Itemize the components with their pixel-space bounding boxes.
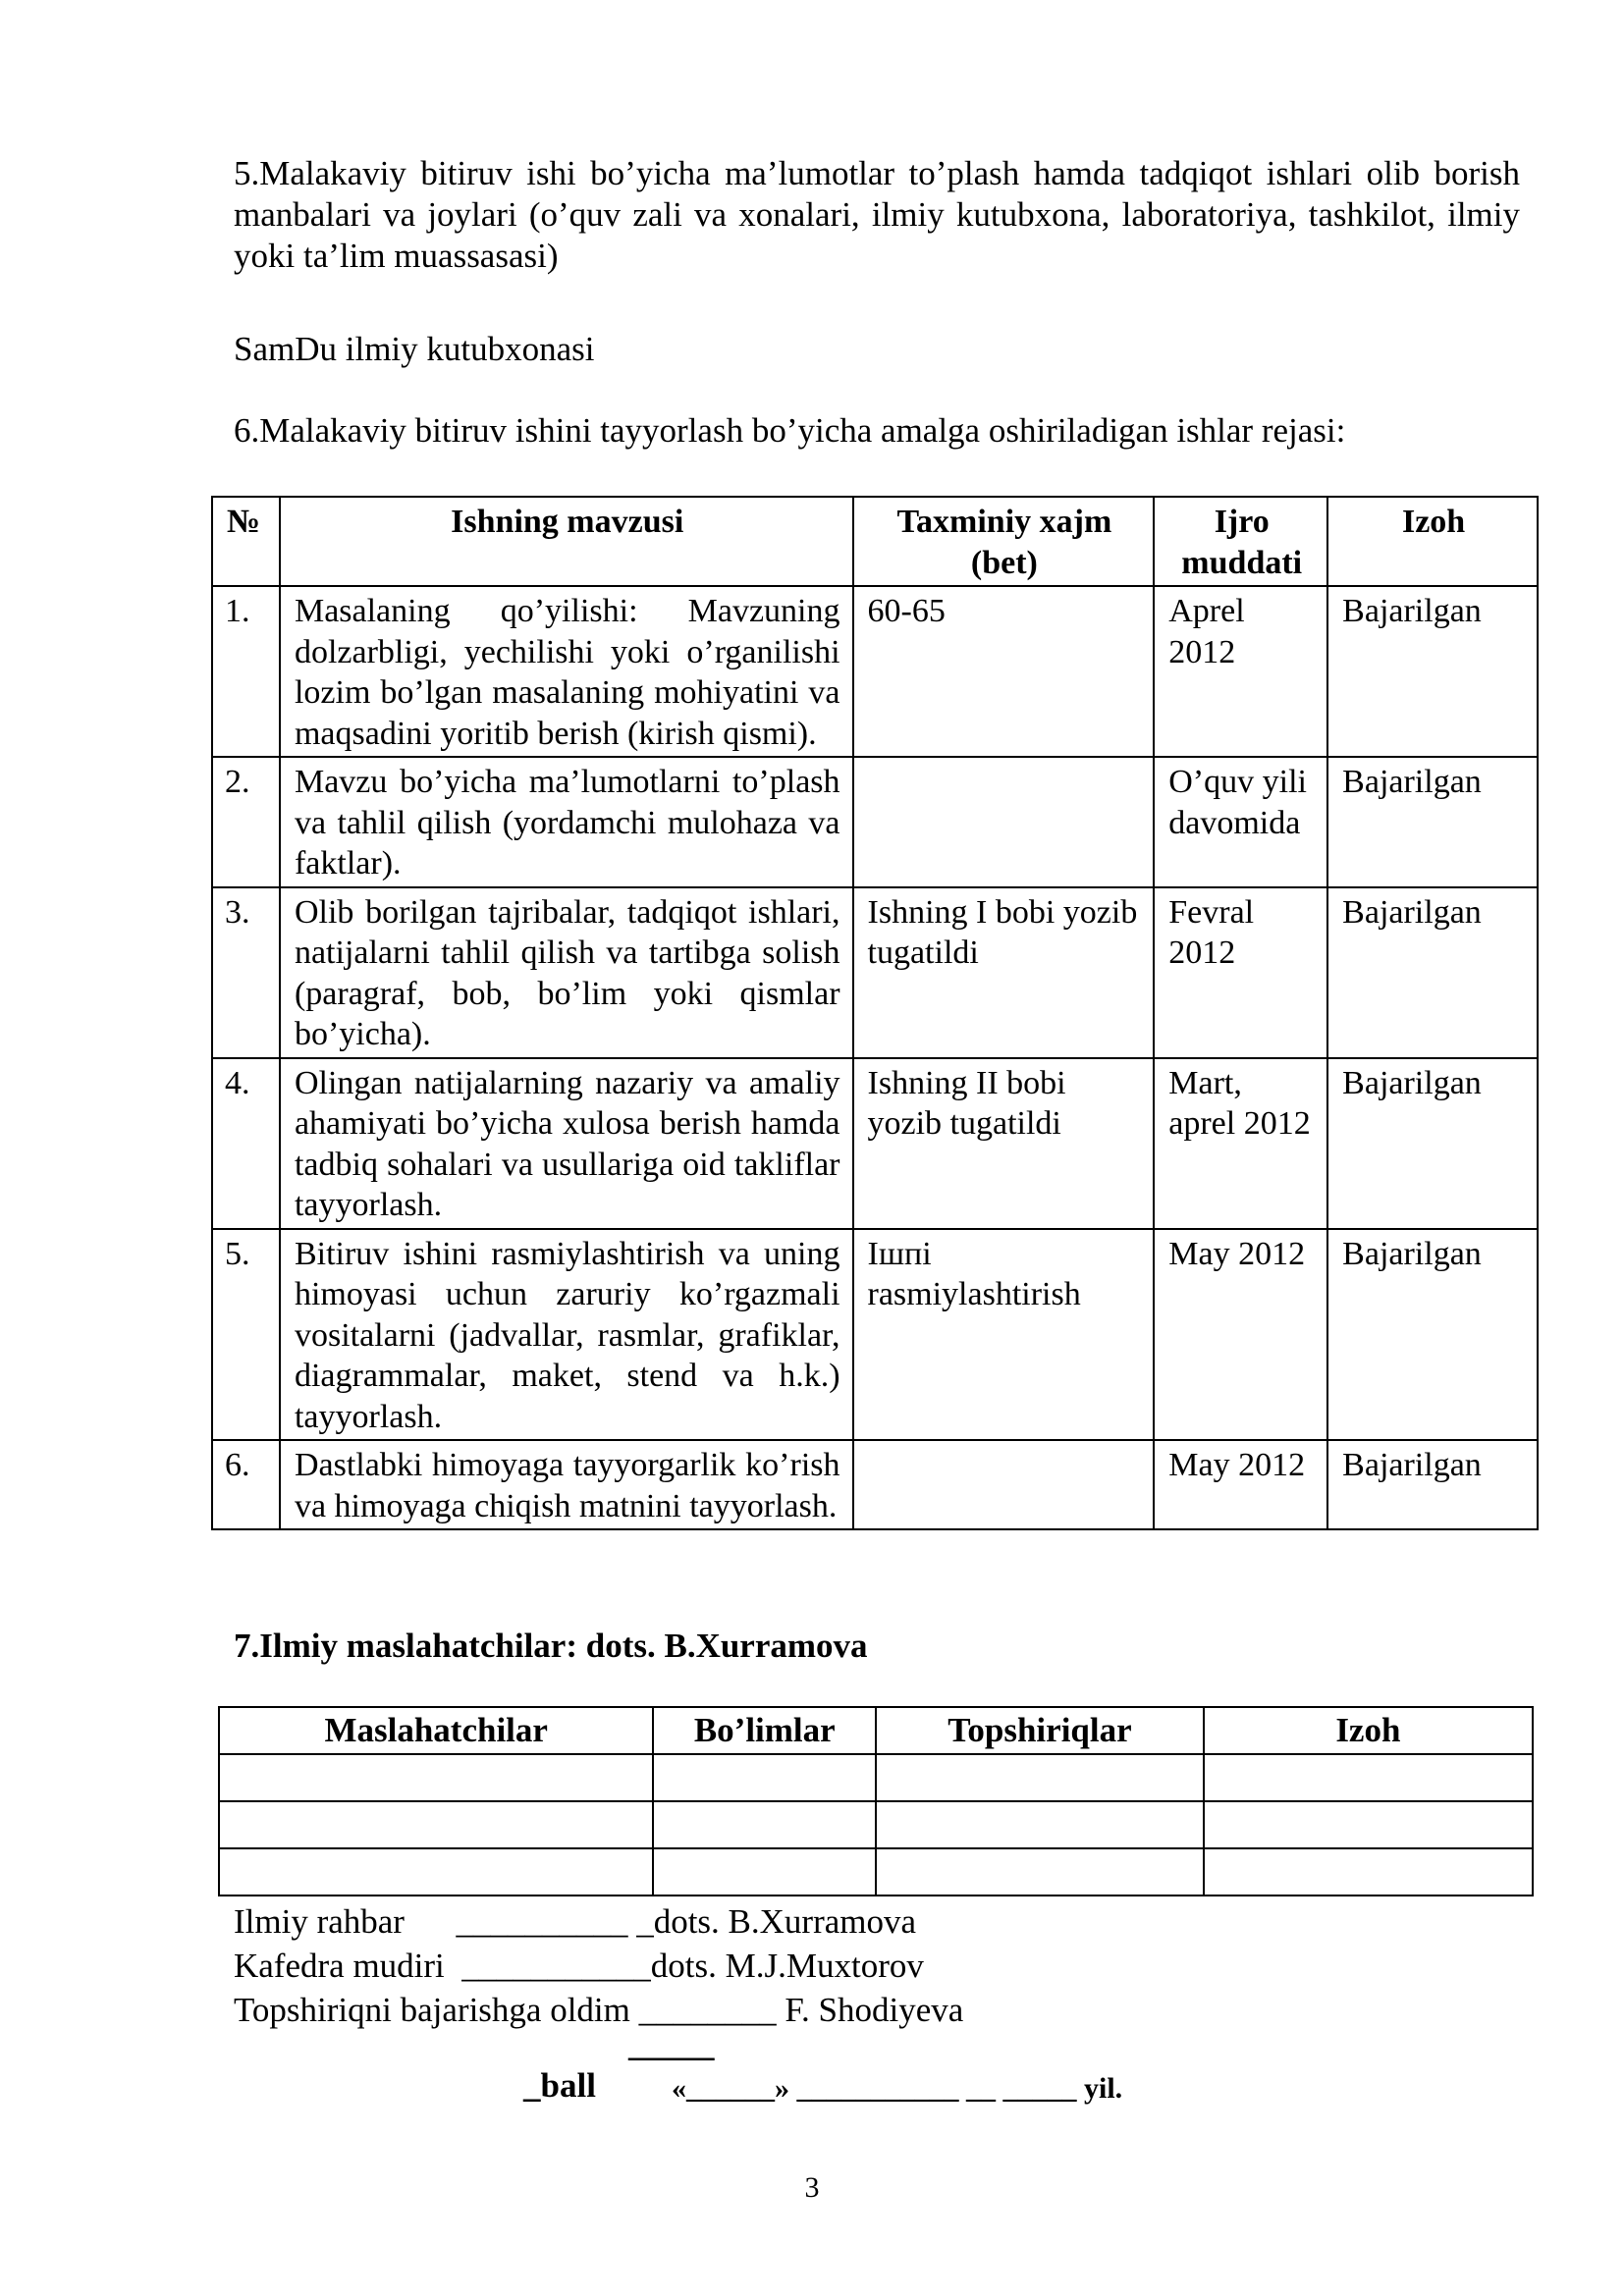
row-number: 5. — [212, 1229, 280, 1441]
row-number: 1. — [212, 586, 280, 757]
note-cell — [1204, 1848, 1533, 1896]
task-volume: Ishning II bobi yozib tugatildi — [853, 1058, 1155, 1229]
assignment-cell — [876, 1801, 1204, 1848]
column-header: Taxminiy xajm (bet) — [853, 497, 1155, 586]
table-row — [219, 1848, 1533, 1896]
section-cell — [653, 1754, 876, 1801]
signature-student: Topshiriqni bajarishga oldim ________ F. Shodiyeva — [234, 1991, 964, 2029]
advisors-table — [218, 1706, 1534, 1896]
column-header: Ijro muddati — [1154, 497, 1327, 586]
score-label: _ball — [523, 2066, 596, 2105]
column-header: № — [212, 497, 280, 586]
table-header-row — [212, 497, 1538, 586]
table-row — [219, 1801, 1533, 1848]
signature-department-head: Kafedra mudiri ___________dots. M.J.Muxtorov — [234, 1947, 924, 1985]
table-row — [212, 887, 1538, 1058]
task-volume: Ishning I bobi yozib tugatildi — [853, 887, 1155, 1058]
task-volume: Ішпі rasmiylashtirish — [853, 1229, 1155, 1441]
task-topic: Mavzu bo’yicha ma’lumotlarni to’plash va tahlil qilish (yordamchi mulohaza va faktlar). — [280, 757, 853, 887]
task-note: Bajarilgan — [1327, 757, 1538, 887]
advisor-cell — [219, 1801, 653, 1848]
date-line: «______» ___________ __ _____ yil. — [672, 2072, 1123, 2105]
task-volume: 60-65 — [853, 586, 1155, 757]
table-row — [212, 1229, 1538, 1441]
assignment-cell — [876, 1754, 1204, 1801]
row-number: 4. — [212, 1058, 280, 1229]
section6-heading: 6.Malakaviy bitiruv ishini tayyorlash bo’yicha amalga oshiriladigan ishlar rejasi: — [234, 411, 1346, 450]
task-deadline: May 2012 — [1154, 1440, 1327, 1529]
column-header: Bo’limlar — [653, 1707, 876, 1754]
column-header: Izoh — [1204, 1707, 1533, 1754]
advisor-cell — [219, 1754, 653, 1801]
task-volume — [853, 757, 1155, 887]
table-row — [219, 1754, 1533, 1801]
row-number: 2. — [212, 757, 280, 887]
task-deadline: O’quv yili davomida — [1154, 757, 1327, 887]
section7-heading: 7.Ilmiy maslahatchilar: dots. B.Xurramova — [234, 1627, 868, 1665]
task-note: Bajarilgan — [1327, 1058, 1538, 1229]
task-deadline: Mart, aprel 2012 — [1154, 1058, 1327, 1229]
column-header: Ishning mavzusi — [280, 497, 853, 586]
task-note: Bajarilgan — [1327, 1440, 1538, 1529]
table-row — [212, 1440, 1538, 1529]
table-row — [212, 586, 1538, 757]
page-number: 3 — [804, 2171, 820, 2204]
task-topic: Olib borilgan tajribalar, tadqiqot ishlari, natijalarni tahlil qilish va tartibga solish (paragraf, bob, bo’lim yoki qismlar bo’yicha). — [280, 887, 853, 1058]
section-cell — [653, 1848, 876, 1896]
table-row — [212, 757, 1538, 887]
task-deadline: Aprel 2012 — [1154, 586, 1327, 757]
column-header: Topshiriqlar — [876, 1707, 1204, 1754]
task-volume — [853, 1440, 1155, 1529]
note-cell — [1204, 1754, 1533, 1801]
table-row — [212, 1058, 1538, 1229]
column-header: Maslahatchilar — [219, 1707, 653, 1754]
section-cell — [653, 1801, 876, 1848]
table-header-row — [219, 1707, 1533, 1754]
advisor-cell — [219, 1848, 653, 1896]
section5-heading: 5.Malakaviy bitiruv ishi bo’yicha ma’lumotlar to’plash hamda tadqiqot ishlari olib borish manbalari va joylari (o’quv zali va xonalari, ilmiy kutubxona, laboratoriya, tashkilot, ilmiy yoki ta’lim muassasasi) — [234, 154, 1520, 275]
task-note: Bajarilgan — [1327, 887, 1538, 1058]
task-deadline: Fevral 2012 — [1154, 887, 1327, 1058]
column-header: Izoh — [1327, 497, 1538, 586]
task-topic: Bitiruv ishini rasmiylashtirish va uning himoyasi uchun zaruriy ko’rgazmali vositalarni (jadvallar, rasmlar, grafiklar, diagrammalar, maket, stend va h.k.) tayyorlash. — [280, 1229, 853, 1441]
signature-supervisor: Ilmiy rahbar __________ _dots. B.Xurramova — [234, 1902, 917, 1941]
task-topic: Masalaning qo’yilishi: Mavzuning dolzarbligi, yechilishi yoki o’rganilishi lozim bo’lgan masalaning mohiyatini va maqsadini yoritib berish (kirish qismi). — [280, 586, 853, 757]
task-deadline: May 2012 — [1154, 1229, 1327, 1441]
work-plan-table — [211, 496, 1539, 1530]
score-underline: _____ — [628, 2025, 715, 2063]
section5-answer: SamDu ilmiy kutubxonasi — [234, 330, 595, 368]
task-topic: Dastlabki himoyaga tayyorgarlik ko’rish va himoyaga chiqish matnini tayyorlash. — [280, 1440, 853, 1529]
task-note: Bajarilgan — [1327, 1229, 1538, 1441]
task-note: Bajarilgan — [1327, 586, 1538, 757]
note-cell — [1204, 1801, 1533, 1848]
assignment-cell — [876, 1848, 1204, 1896]
task-topic: Olingan natijalarning nazariy va amaliy ahamiyati bo’yicha xulosa berish hamda tadbiq sohalari va usullariga oid takliflar tayyorlash. — [280, 1058, 853, 1229]
row-number: 6. — [212, 1440, 280, 1529]
row-number: 3. — [212, 887, 280, 1058]
